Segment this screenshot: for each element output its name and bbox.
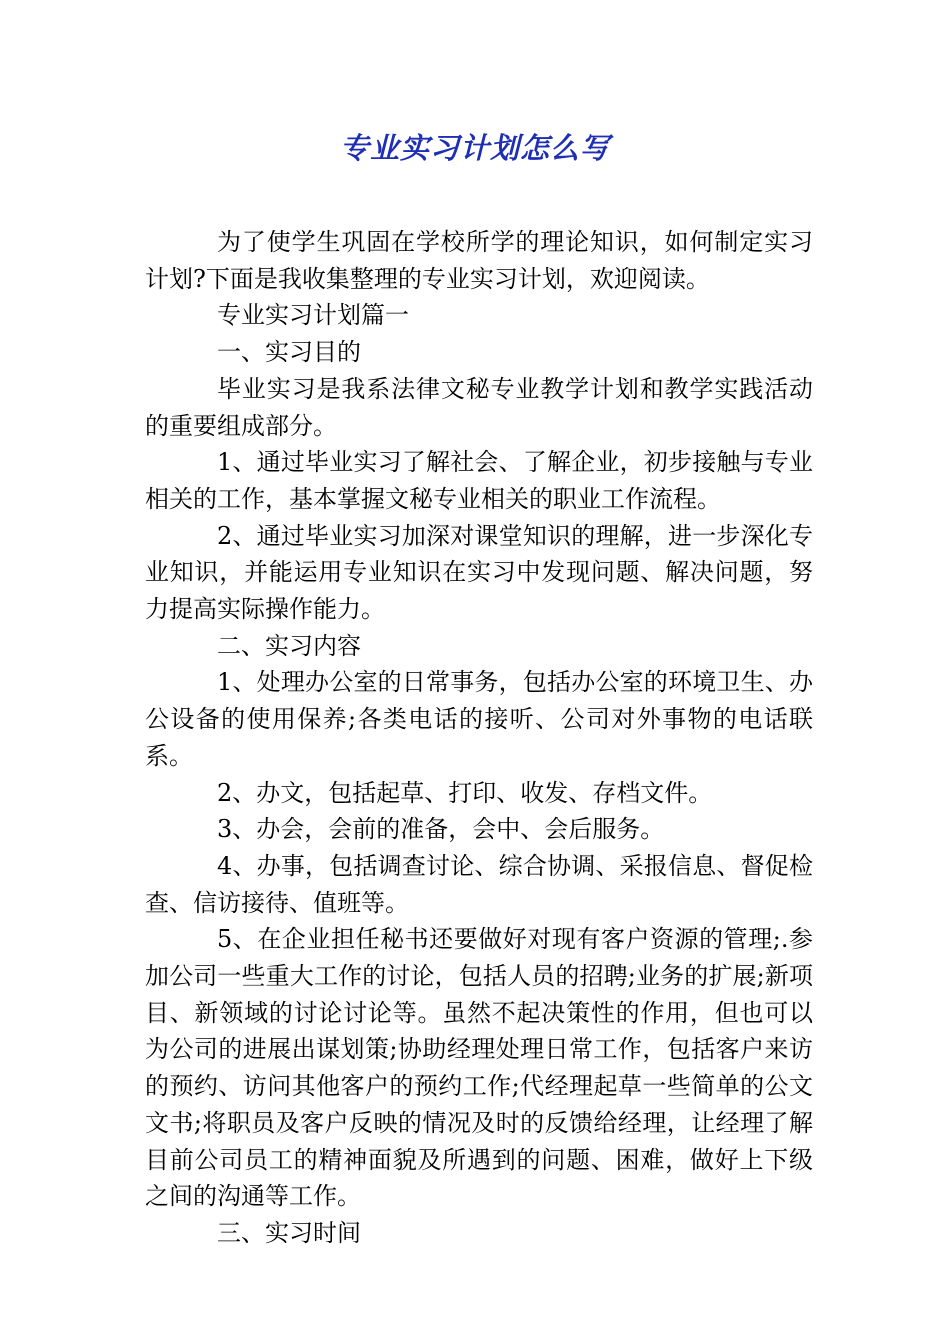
heading-internship-time: 三、实习时间 — [217, 1218, 361, 1247]
purpose-item-1: 1、通过毕业实习了解社会、了解企业，初步接触与专业相关的工作，基本掌握文秘专业相关的职业工作流程。 — [145, 448, 813, 513]
purpose-paragraph: 毕业实习是我系法律文秘专业教学计划和教学实践活动的重要组成部分。 — [145, 374, 813, 440]
intro-paragraph: 为了使学生巩固在学校所学的理论知识，如何制定实习计划?下面是我收集整理的专业实习计划，欢迎阅读。 — [145, 228, 813, 293]
heading-internship-purpose: 一、实习目的 — [217, 338, 361, 367]
heading-internship-content: 二、实习内容 — [217, 631, 361, 660]
content-item-1: 1、处理办公室的日常事务，包括办公室的环境卫生、办公设备的使用保养;各类电话的接听、公司对外事物的电话联系。 — [145, 668, 813, 770]
section-heading-part-one: 专业实习计划篇一 — [217, 301, 409, 330]
document-title: 专业实习计划怎么写 — [339, 131, 610, 165]
document-body — [145, 224, 813, 1252]
purpose-item-2: 2、通过毕业实习加深对课堂知识的理解，进一步深化专业知识，并能运用专业知识在实习中发现问题、解决问题，努力提高实际操作能力。 — [145, 521, 813, 624]
content-item-3: 3、办会，会前的准备，会中、会后服务。 — [217, 815, 665, 844]
content-item-2: 2、办文，包括起草、打印、收发、存档文件。 — [217, 778, 713, 807]
content-item-4: 4、办事，包括调查讨论、综合协调、采报信息、督促检查、信访接待、值班等。 — [145, 851, 813, 917]
content-item-5: 5、在企业担任秘书还要做好对现有客户资源的管理;.参加公司一些重大工作的讨论，包括人员的招聘;业务的扩展;新项目、新领域的讨论讨论等。虽然不起决策性的作用，但也可以为公司的进展出谋划策;协助经理处理日常工作，包括客户来访的预约、访问其他客户的预约工作;代经理起草一些简单的公文文书;将职员及客户反映的情况及时的反馈给经理，让经理了解目前公司员工的精神面貌及所遇到的问题、困难，做好上下级之间的沟通等工作。 — [145, 925, 813, 1211]
